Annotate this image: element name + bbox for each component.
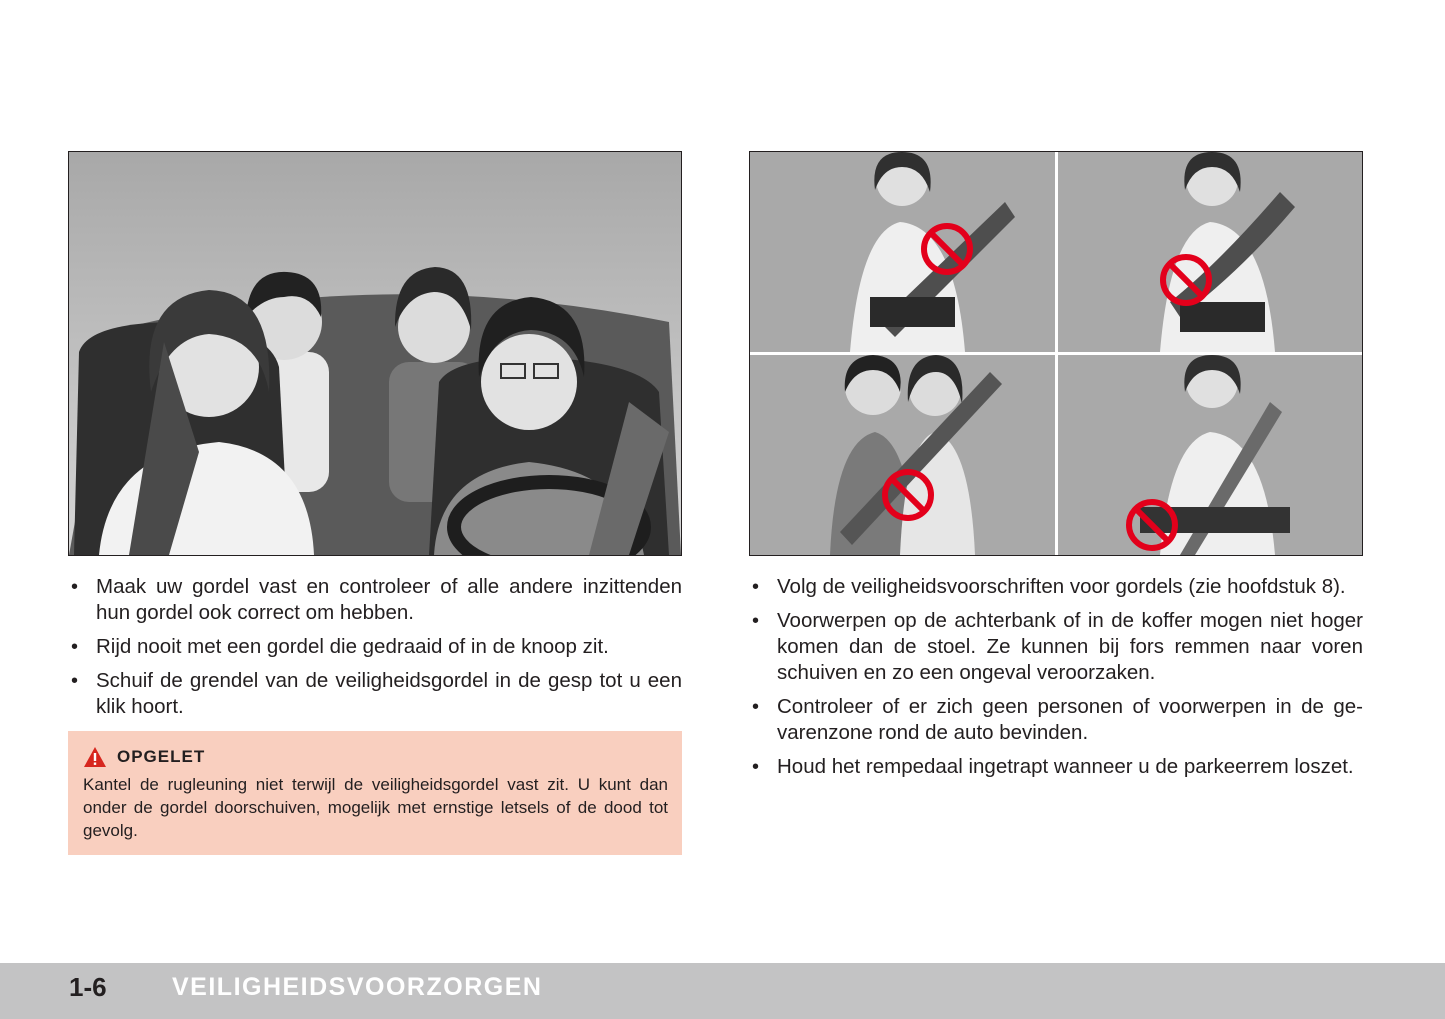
warning-triangle-icon xyxy=(83,746,107,768)
panel-shared-belt xyxy=(750,355,1055,555)
left-bullet-list xyxy=(68,574,682,728)
page-number: 1-6 xyxy=(69,972,107,1002)
caution-box xyxy=(68,731,682,855)
list-item: • Volg de veiligheidsvoorschriften voor gordels (zie hoofdstuk 8). xyxy=(752,575,1346,598)
caution-text: Kantel de rugleuning niet terwijl de veiligheidsgordel vast zit. U kunt dan onder de gordel doorschuiven, mogelijk met ernstige letsels of de dood tot gevolg. xyxy=(83,775,668,840)
page-footer xyxy=(0,963,1445,1019)
panel-belt-behind-back xyxy=(1058,355,1362,555)
family-in-car-illustration xyxy=(68,151,682,556)
incorrect-seatbelt-wearing-grid xyxy=(749,151,1363,556)
caution-title: OPGELET xyxy=(117,747,206,766)
list-item: • Controleer of er zich geen personen of voorwerpen in de ge-varenzone rond de auto bevinden. xyxy=(752,695,1363,744)
list-item: • Maak uw gordel vast en controleer of alle andere inzittenden hun gordel ook correct om hebben. xyxy=(71,575,682,624)
list-item: • Voorwerpen op de achterbank of in de koffer mogen niet hoger komen dan de stoel. Ze kunnen bij fors remmen naar voren schuiven en zo een ongeval veroorzaken. xyxy=(752,609,1363,684)
list-item: • Houd het rempedaal ingetrapt wanneer u de parkeerrem loszet. xyxy=(752,755,1354,778)
list-item: • Schuif de grendel van de veiligheidsgordel in de gesp tot u een klik hoort. xyxy=(71,669,682,718)
panel-belt-under-arm xyxy=(750,152,1055,352)
right-bullet-list xyxy=(749,574,1363,788)
list-item: • Rijd nooit met een gordel die gedraaid of in de knoop zit. xyxy=(71,635,609,658)
section-title: VEILIGHEIDSVOORZORGEN xyxy=(172,973,543,1001)
panel-belt-too-high xyxy=(1058,152,1362,352)
